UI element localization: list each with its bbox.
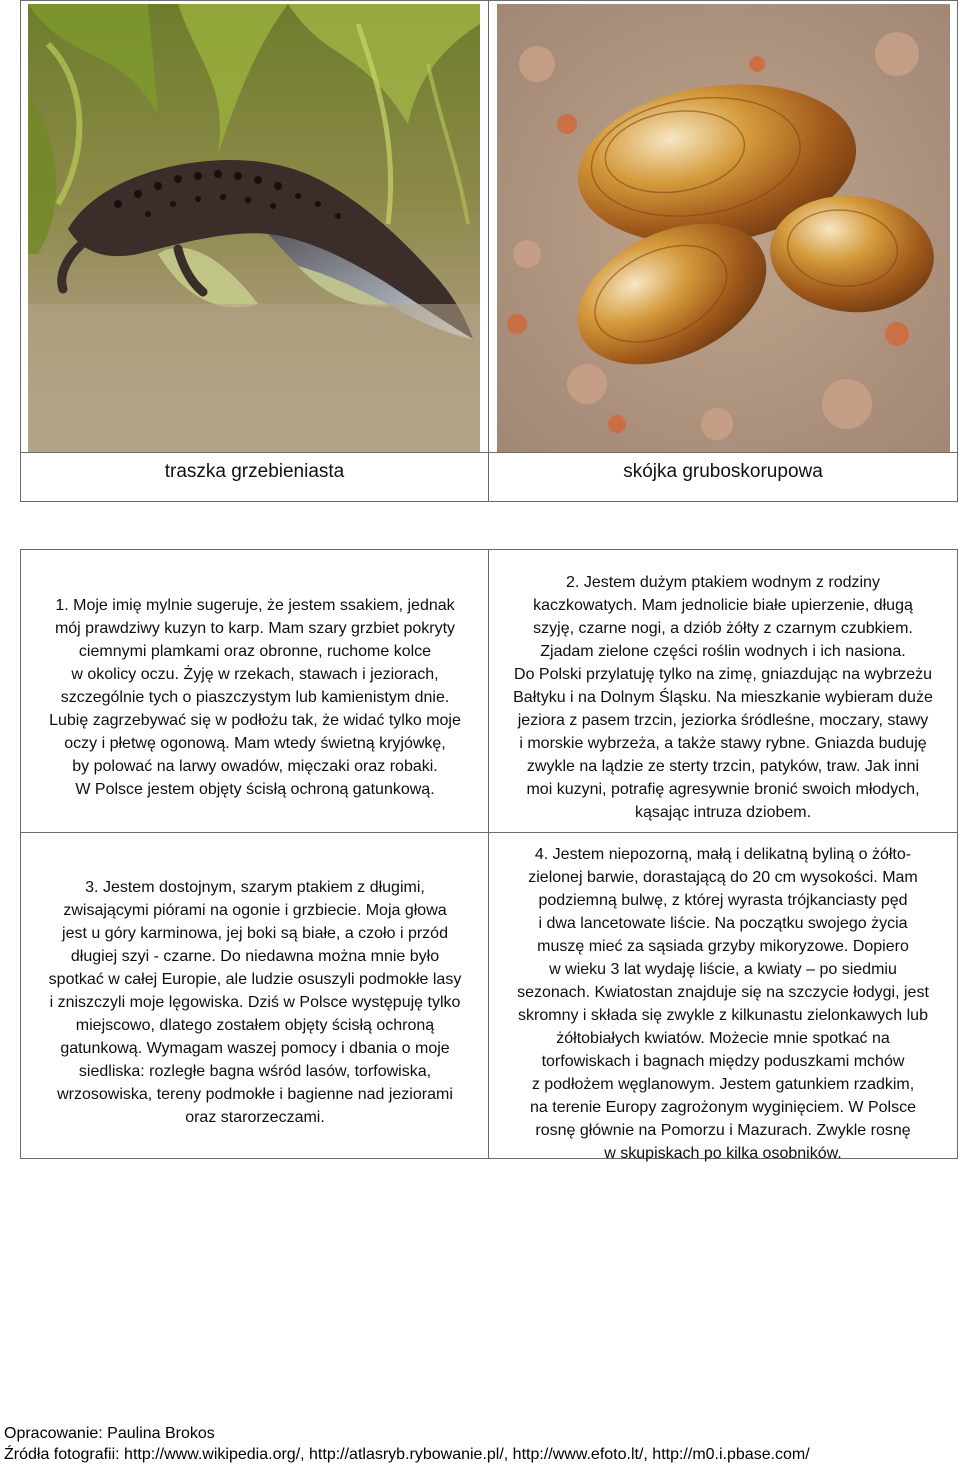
card4-line: z podłożem węglanowym. Jestem gatunkiem rzadkim, xyxy=(531,1076,915,1093)
top-card-border-left xyxy=(20,0,21,502)
top-card-border-bottom xyxy=(20,501,958,502)
desc-grid-right xyxy=(957,549,958,1159)
card4-line: i dwa lancetowate liście. Na początku swojego życia xyxy=(538,915,908,932)
card4-line: sezonach. Kwiatostan znajduje się na szczycie łodygi, jest xyxy=(517,984,929,1001)
top-card-border-right xyxy=(957,0,958,502)
card4-line: w skupiskach po kilka osobników. xyxy=(604,1145,842,1162)
card2-line: i morskie wybrzeża, a także stawy rybne. Gniazda buduję xyxy=(519,735,927,752)
card3-line: 3. Jestem dostojnym, szarym ptakiem z długimi, xyxy=(85,879,425,896)
card1-line: Lubię zagrzebywać się w podłożu tak, że widać tylko moje xyxy=(49,712,461,729)
card2-line: 2. Jestem dużym ptakiem wodnym z rodziny xyxy=(566,574,880,591)
mussel-photo xyxy=(497,4,950,452)
footer-sources: Źródła fotografii: http://www.wikipedia.org/, http://atlasryb.rybowanie.pl/, http://www.efoto.lt/, http://m0.i.pbase.com/ xyxy=(4,1446,810,1463)
card4-line: podziemną bulwę, z której wyrasta trójkanciasty pęd xyxy=(538,892,908,909)
description-card-3 xyxy=(22,876,488,1129)
card2-line: Zjadam zielone części roślin wodnych i ich nasiona. xyxy=(540,643,906,660)
card1-line: by polować na larwy owadów, mięczaki oraz robaki. xyxy=(72,758,438,775)
card3-line: siedliska: rozległe bagna wśród lasów, torfowiska, xyxy=(78,1063,432,1080)
card1-line: mój prawdziwy kuzyn to karp. Mam szary grzbiet pokryty xyxy=(54,620,456,637)
newt-illustration xyxy=(28,4,480,452)
card2-line: jeziora z pasem trzcin, jeziorka śródleśne, moczary, stawy xyxy=(517,712,929,729)
card4-line: muszę mieć za sąsiada grzyby mikoryzowe. Dopiero xyxy=(537,938,909,955)
card3-line: i zniszczyli moje lęgowiska. Dziś w Polsce występuję tylko xyxy=(49,994,461,1011)
description-card-4 xyxy=(490,843,956,1165)
card3-line: gatunkową. Wymagam waszej pomocy i dbania o moje xyxy=(60,1040,450,1057)
description-card-2 xyxy=(490,571,956,824)
card2-line: Bałtyku i na Dolnym Śląsku. Na mieszkanie wybieram duże xyxy=(513,689,933,706)
card3-line: zwisającymi piórami na ogonie i grzbiecie. Moja głowa xyxy=(63,902,447,919)
newt-photo xyxy=(28,4,480,452)
card1-line: W Polsce jestem objęty ścisłą ochroną gatunkową. xyxy=(75,781,435,798)
desc-grid-center xyxy=(488,549,489,1159)
card4-line: w wieku 3 lat wydaję liście, a kwiaty – po siedmiu xyxy=(549,961,897,978)
card2-line: szyję, czarne nogi, a dziób żółty z czarnym czubkiem. xyxy=(533,620,913,637)
card2-line: kąsając intruza dziobem. xyxy=(634,804,812,821)
card2-line: Do Polski przylatuję tylko na zimę, gniazdując na wybrzeżu xyxy=(514,666,932,683)
top-card-border-mid xyxy=(488,0,489,502)
top-card-border-top xyxy=(20,0,958,1)
desc-grid-left xyxy=(20,549,21,1159)
card4-line: torfowiskach i bagnach między poduszkami mchów xyxy=(541,1053,905,1070)
card1-line: szczególnie tych o piaszczystym lub kamienistym dnie. xyxy=(60,689,450,706)
newt-caption: traszka grzebieniasta xyxy=(164,461,345,482)
mussel-illustration xyxy=(497,4,950,452)
card3-line: spotkać w całej Europie, ale ludzie osuszyli podmokłe lasy xyxy=(48,971,462,988)
card3-line: wrzosowiska, tereny podmokłe i bagienne nad jeziorami xyxy=(57,1086,453,1103)
desc-grid-top xyxy=(20,549,958,550)
card4-line: 4. Jestem niepozorną, małą i delikatną byliną o żółto- xyxy=(534,846,912,863)
description-card-1 xyxy=(22,594,488,801)
card1-line: oczy i płetwę ogonową. Mam wtedy świetną kryjówkę, xyxy=(64,735,446,752)
card4-line: skromny i składa się zwykle z kilkunastu zielonkawych lub xyxy=(518,1007,928,1024)
card4-line: żółtobiałych kwiatów. Możecie mnie spotkać na xyxy=(556,1030,890,1047)
card4-line: na terenie Europy zagrożonym wyginięciem. W Polsce xyxy=(530,1099,916,1116)
card1-line: w okolicy oczu. Żyję w rzekach, stawach i jeziorach, xyxy=(71,666,439,683)
mussel-caption: skójka gruboskorupowa xyxy=(623,461,823,482)
card2-line: zwykle na lądzie ze sterty trzcin, patyków, traw. Jak inni xyxy=(526,758,920,775)
card2-line: moi kuzyni, potrafię agresywnie bronić swoich młodych, xyxy=(526,781,920,798)
desc-grid-middle xyxy=(20,832,958,833)
footer-author: Opracowanie: Paulina Brokos xyxy=(4,1425,215,1442)
card3-line: oraz starorzeczami. xyxy=(185,1109,325,1126)
card1-line: 1. Moje imię mylnie sugeruje, że jestem ssakiem, jednak xyxy=(55,597,455,614)
card3-line: długiej szyi - czarne. Do niedawna można mnie było xyxy=(70,948,440,965)
card3-line: miejscowo, dlatego zostałem objęty ścisłą ochroną xyxy=(75,1017,435,1034)
card3-line: jest u góry karminowa, jej boki są białe, a czoło i przód xyxy=(62,925,448,942)
card4-line: zielonej barwie, dorastającą do 20 cm wysokości. Mam xyxy=(528,869,918,886)
card4-line: rosnę głównie na Pomorzu i Mazurach. Zwykle rosnę xyxy=(535,1122,911,1139)
card2-line: kaczkowatych. Mam jednolicie białe upierzenie, długą xyxy=(533,597,913,614)
card1-line: ciemnymi plamkami oraz obronne, ruchome kolce xyxy=(78,643,432,660)
